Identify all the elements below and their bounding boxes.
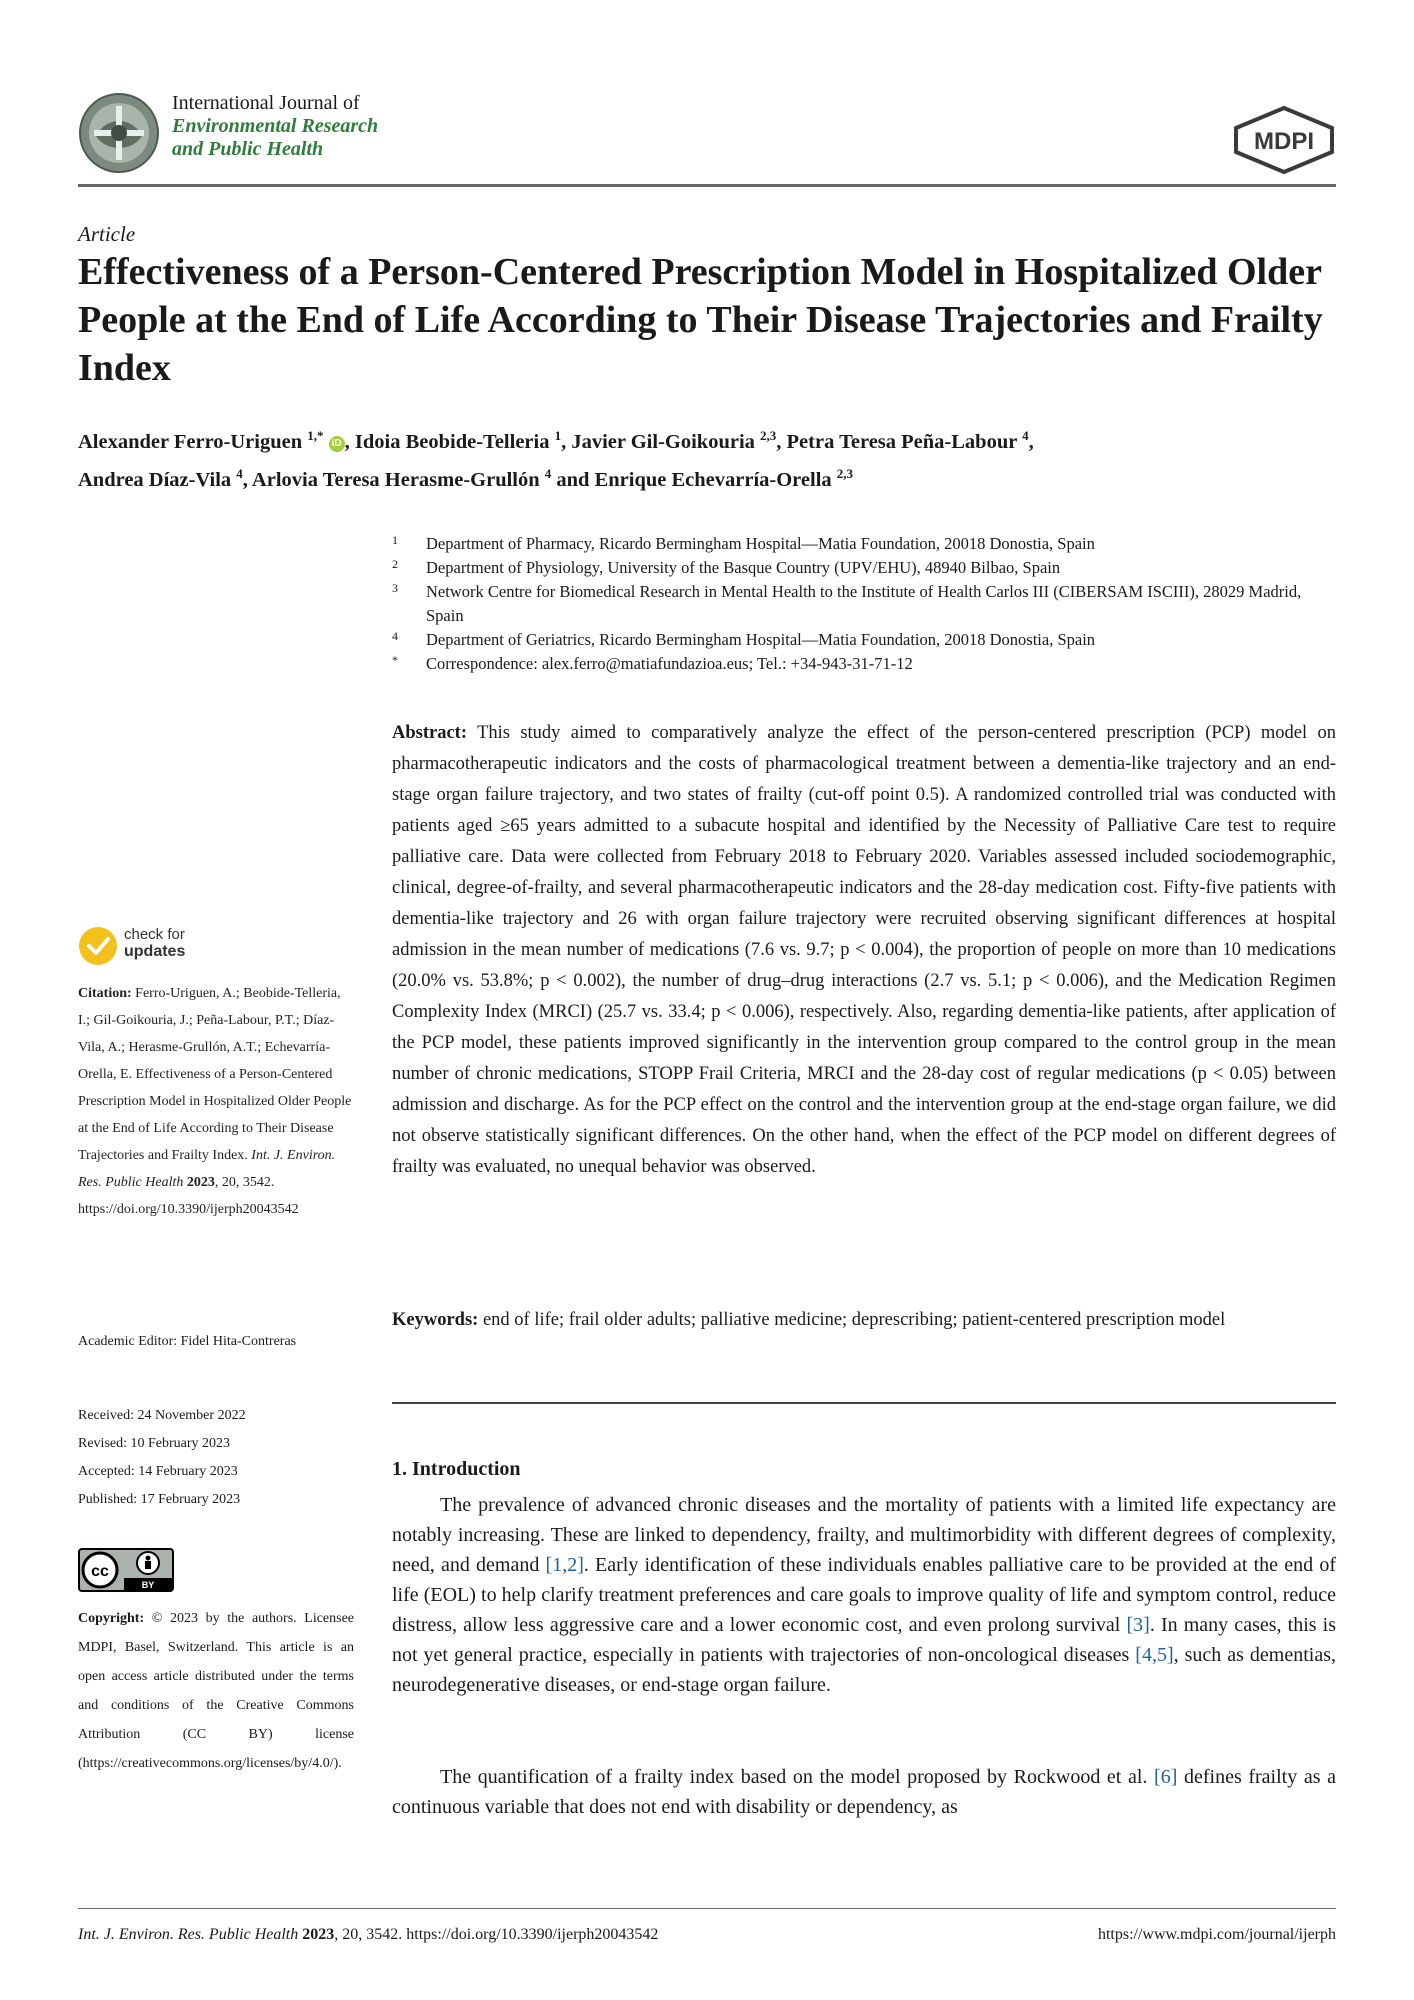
citation-block xyxy=(78,980,354,1223)
article-title: Effectiveness of a Person-Centered Prescription Model in Hospitalized Older People at the End of Life According to Their Disease Trajectories and Frailty Index xyxy=(78,251,1323,389)
copyright-label: Copyright: xyxy=(78,1611,145,1626)
affiliation-number: 2 xyxy=(392,557,398,571)
author-affiliation-mark: 4 xyxy=(1022,428,1029,443)
check-for-updates-button[interactable] xyxy=(78,922,318,972)
affiliation-item xyxy=(392,580,1342,628)
check-updates-line2: updates xyxy=(124,943,186,960)
paragraph-text: The quantification of a frailty index based on the model proposed by Rockwood et al. xyxy=(440,1766,1155,1788)
author-name: Idoia Beobide-Telleria xyxy=(354,430,555,453)
published-date: Published: 17 February 2023 xyxy=(78,1492,241,1507)
citation-year: 2023 xyxy=(186,1175,215,1190)
paragraph-text: . Early identification of these individuals enables palliative care to be provided at the end of life (EOL) to help clarify treatment preferences and care goals to improve quality of life and symptom control, reduce distress, allow less aggressive care and a lower economic cost, and even prolong survival xyxy=(392,1554,1336,1636)
mdpi-logo xyxy=(1232,106,1336,174)
cc-by-text: BY xyxy=(141,1580,155,1590)
author-separator: , xyxy=(776,430,787,453)
author-separator: , xyxy=(242,468,252,491)
author-name: Alexander Ferro-Uriguen xyxy=(78,430,308,453)
academic-editor: Academic Editor: Fidel Hita-Contreras xyxy=(78,1334,297,1349)
author-separator: and xyxy=(551,468,595,491)
affiliation-text: Department of Pharmacy, Ricardo Bermingham Hospital—Matia Foundation, 20018 Donostia, Spain xyxy=(426,534,1095,553)
paragraph-text: defines frailty as a continuous variable that does not end with disability or dependency, as xyxy=(392,1766,1336,1818)
affiliation-text: Correspondence: alex.ferro@matiafundazioa.eus; Tel.: +34-943-31-71-12 xyxy=(426,654,913,673)
revised-date: Revised: 10 February 2023 xyxy=(78,1436,231,1451)
affiliation-text: Department of Geriatrics, Ricardo Bermingham Hospital—Matia Foundation, 20018 Donostia, Spain xyxy=(426,630,1096,649)
citation-link[interactable]: [3] xyxy=(1126,1614,1150,1636)
journal-name-line2: Environmental Research xyxy=(172,115,379,137)
author-list xyxy=(78,420,1336,496)
section-heading: 1. Introduction xyxy=(392,1458,521,1480)
author-name: Enrique Echevarría-Orella xyxy=(594,468,837,491)
footer-journal: Int. J. Environ. Res. Public Health xyxy=(78,1926,299,1943)
affiliation-number: 1 xyxy=(392,533,398,547)
journal-name-line3: and Public Health xyxy=(172,138,324,160)
author-affiliation-mark: 4 xyxy=(544,465,552,481)
author-name: Arlovia Teresa Herasme-Grullón xyxy=(251,468,545,491)
footer-year: 2023 xyxy=(302,1926,335,1943)
journal-logo xyxy=(78,92,160,174)
journal-name-line1: International Journal of xyxy=(172,92,360,114)
citation-link[interactable]: [4,5] xyxy=(1135,1644,1174,1666)
affiliation-number: 4 xyxy=(392,629,398,643)
citation-journal: Int. J. Environ. Res. Public Health xyxy=(78,1148,336,1190)
header-divider xyxy=(78,184,1336,187)
paragraph-text: The prevalence of advanced chronic diseases and the mortality of patients with a limited life expectancy are notably increasing. These are linked to dependency, frailty, and multimorbidity with different degrees of complexity, need, and demand xyxy=(392,1494,1336,1576)
affiliation-number: * xyxy=(392,653,398,667)
keywords-label: Keywords: xyxy=(392,1310,479,1330)
affiliation-text: Network Centre for Biomedical Research in Mental Health to the Institute of Health Carlos III (CIBERSAM ISCIII), 28029 Madrid, Spain xyxy=(426,582,1302,625)
author-affiliation-mark: 4 xyxy=(236,465,243,481)
footer-rest: , 20, 3542. https://doi.org/10.3390/ijerph20043542 xyxy=(334,1926,659,1943)
affiliation-item xyxy=(392,628,1342,652)
affiliations xyxy=(392,532,1342,676)
article-type: Article xyxy=(78,222,136,246)
paragraph-text: . In many cases, this is not yet general practice, especially in patients with trajectories of non-oncological diseases xyxy=(392,1614,1337,1666)
cc-by-license-badge[interactable] xyxy=(78,1548,174,1592)
author-affiliation-mark: 1 xyxy=(554,428,562,443)
svg-text:cc: cc xyxy=(91,1563,109,1580)
affiliation-text: Department of Physiology, University of the Basque Country (UPV/EHU), 48940 Bilbao, Spain xyxy=(426,558,1061,577)
affiliation-item xyxy=(392,652,1342,676)
mdpi-logo-text: MDPI xyxy=(1254,128,1314,155)
abstract xyxy=(392,718,1336,1183)
author-separator: , xyxy=(1028,430,1034,453)
keywords-text: end of life; frail older adults; palliative medicine; deprescribing; patient-centered prescription model xyxy=(482,1310,1226,1330)
author-affiliation-mark: 2,3 xyxy=(760,428,777,443)
citation-link[interactable]: [1,2] xyxy=(545,1554,584,1576)
journal-name xyxy=(172,92,378,161)
paragraph-text: , such as dementias, neurodegenerative diseases, or end-stage organ failure. xyxy=(392,1644,1337,1696)
abstract-text: This study aimed to comparatively analyze the effect of the person-centered prescription (PCP) model on pharmacotherapeutic indicators and the costs of pharmacological treatment between a dementia-like trajectory and an end-stage organ failure trajectory, and two states of frailty (cut-off point 0.5). A randomized controlled trial was conducted with patients aged ≥65 years admitted to a subacute hospital and identified by the Necessity of Palliative Care test to require palliative care. Data were collected from February 2018 to February 2020. Variables assessed included sociodemographic, clinical, degree-of-frailty, and several pharmacotherapeutic indicators and the 28-day medication cost. Fifty-five patients with dementia-like trajectory and 26 with organ failure trajectory were recruited observing significant differences at hospital admission in the mean number of medications (7.6 vs. 9.7; p < 0.004), the proportion of people on more than 10 medications (20.0% vs. 53.8%; p < 0.002), the number of drug–drug interactions (2.7 vs. 5.1; p < 0.006), and the Medication Regimen Complexity Index (MRCI) (25.7 vs. 33.4; p < 0.006), respectively. Also, regarding dementia-like patients, after application of the PCP model, these patients improved significantly in the intervention group compared to the control group in the mean number of chronic medications, STOPP Frail Criteria, MRCI and the 28-day cost of regular medications (p < 0.05) between admission and discharge. As for the PCP effect on the control and the intervention group at the end-stage organ failure, we did not observe statistically significant differences. On the other hand, when the effect of the PCP model on different degrees of frailty was evaluated, no unequal behavior was observed. xyxy=(392,723,1336,1177)
citation-rest: , 20, 3542. https://doi.org/10.3390/ijerph20043542 xyxy=(78,1175,299,1217)
footer-citation xyxy=(78,1926,658,1944)
author-name: Petra Teresa Peña-Labour xyxy=(786,430,1023,453)
affiliation-item xyxy=(392,532,1342,556)
author-affiliation-mark: 2,3 xyxy=(836,465,854,481)
check-updates-line1: check for xyxy=(124,926,185,943)
orcid-icon[interactable]: iD xyxy=(329,436,345,452)
keywords xyxy=(392,1305,1336,1336)
footer-divider xyxy=(78,1908,1336,1909)
check-updates-icon xyxy=(78,926,118,966)
abstract-divider xyxy=(392,1402,1336,1404)
citation-text: Ferro-Uriguen, A.; Beobide-Telleria, I.; Gil-Goikouria, J.; Peña-Labour, P.T.; Díaz-Vila, A.; Herasme-Grullón, A.T.; Echevarría-Orella, E. Effectiveness of a Person-Centered Prescription Model in Hospitalized Older People at the End of Life According to Their Disease Trajectories and Frailty Index. xyxy=(78,986,352,1163)
received-date: Received: 24 November 2022 xyxy=(78,1408,246,1423)
author-separator: , xyxy=(561,430,572,453)
intro-paragraph-1 xyxy=(392,1490,1336,1700)
author-name: Javier Gil-Goikouria xyxy=(571,430,761,453)
footer-journal-url[interactable]: https://www.mdpi.com/journal/ijerph xyxy=(1097,1926,1336,1943)
intro-paragraph-2 xyxy=(392,1762,1336,1822)
affiliation-item xyxy=(392,556,1342,580)
citation-label: Citation: xyxy=(78,986,132,1001)
affiliation-number: 3 xyxy=(392,581,398,595)
author-affiliation-mark: 1,* xyxy=(307,428,324,443)
author-separator: , xyxy=(344,430,355,453)
publication-dates xyxy=(78,1402,354,1514)
author-name: Andrea Díaz-Vila xyxy=(78,468,237,491)
abstract-label: Abstract: xyxy=(392,723,468,743)
copyright-text: © 2023 by the authors. Licensee MDPI, Basel, Switzerland. This article is an open access article distributed under the terms and conditions of the Creative Commons Attribution (CC BY) license (https://creativecommons.org/licenses/by/4.0/). xyxy=(78,1611,355,1771)
copyright-notice xyxy=(78,1604,354,1778)
accepted-date: Accepted: 14 February 2023 xyxy=(78,1464,238,1479)
citation-link[interactable]: [6] xyxy=(1154,1766,1178,1788)
